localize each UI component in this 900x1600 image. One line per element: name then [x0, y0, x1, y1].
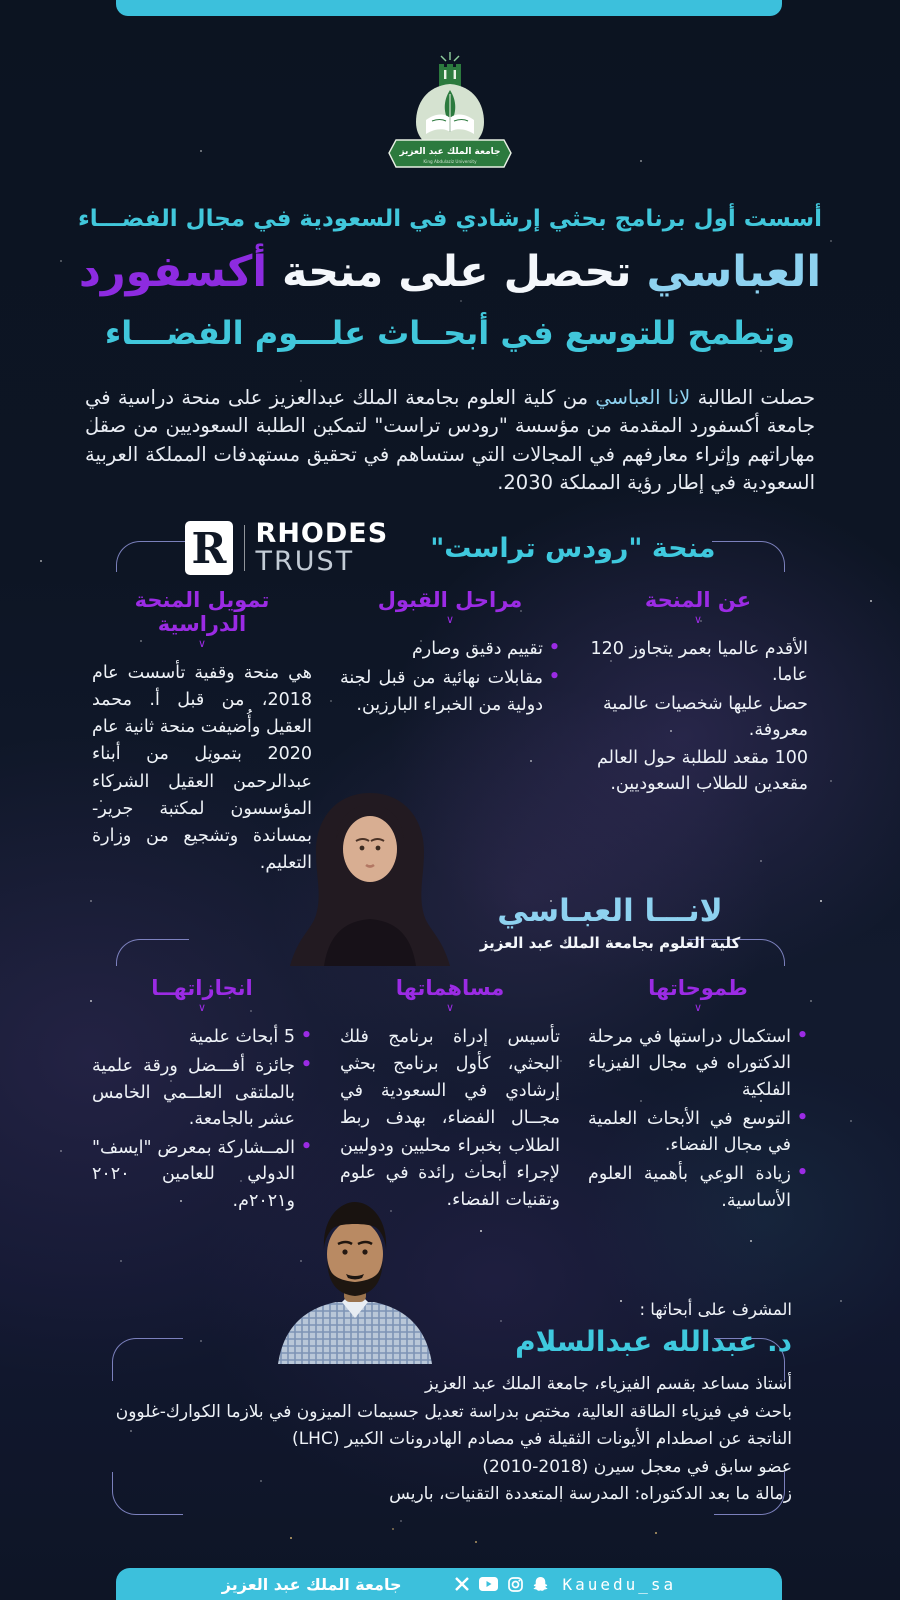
footer-social-handle[interactable]: Kauedu_sa	[562, 1574, 677, 1594]
column-text-line: حصل عليها شخصيات عالمية معروفة.	[603, 693, 808, 740]
intro-text-after: من كلية العلوم بجامعة الملك عبدالعزيز على منحة دراسية في جامعة أكسفورد المقدمة من مؤسسة "رودس تراست" لتمكين الطلبة السعوديين من صقل مهاراتهم وإثراء معارفهم في المجالات التي ستساهم في تحقيق مستهدفات المملكة العربية السعودية في إطار رؤية المملكة 2030.	[85, 386, 815, 494]
rhodes-section-header	[0, 512, 900, 584]
footer-bar	[116, 1568, 782, 1600]
rhodes-trust-logo	[185, 517, 389, 577]
kau-logo-subtext: King Abdulaziz University	[423, 159, 477, 164]
lana-name: لانـــا العبـاسي	[497, 893, 723, 929]
youtube-icon[interactable]	[479, 1577, 498, 1591]
chevron-down-icon: ∨	[197, 1001, 207, 1014]
column-title: انجازاتهــا	[151, 976, 253, 1000]
bullet-item: • زيادة الوعي بأهمية العلوم الأساسية.	[588, 1161, 808, 1214]
headline-middle-text: تحصل على منحة	[267, 247, 647, 297]
footer-social-icons	[455, 1576, 548, 1592]
bullet-item: • مقابلات نهائية من قبل لجنة دولية من الخبراء البارزين.	[340, 665, 560, 718]
trust-word: TRUST	[255, 546, 355, 577]
supervisor-bio-line: أستاذ مساعد بقسم الفيزياء، جامعة الملك عبد العزيز	[425, 1374, 792, 1394]
supervisor-bio-line: الناتجة عن اصطدام الأيونات الثقيلة في مصادم الهادرونات الكبير (LHC)	[292, 1429, 792, 1450]
headline-top-line: أسست أول برنامج بحثي إرشادي في السعودية في مجال الفضـــاء	[77, 206, 823, 232]
bullet-item: • 5 أبحاث علمية	[92, 1024, 312, 1050]
supervisor-bio-line: عضو سابق في معجل سيرن (2018-2010)	[482, 1456, 792, 1477]
chevron-down-icon: ∨	[197, 637, 207, 650]
star-field-dim	[0, 0, 2, 2]
corner-bracket-lana-left	[116, 939, 189, 966]
intro-text-before: حصلت الطالبة	[690, 386, 815, 409]
column-paragraph: هي منحة وقفية تأسست عام 2018، من قبل أ. محمد العقيل وأُضيفت منحة ثانية عام 2020 بتمويل من أبناء عبدالرحمن العقيل الشركاء المؤسسون لمكتبة جرير- بمساندة وتشجيع من وزارة التعليم.	[92, 663, 312, 873]
column-title: عن المنحة	[644, 588, 752, 612]
star-field-gold	[0, 0, 2, 2]
column-text-line: 100 مقعد للطلبة حول العالم مقعدين للطلاب السعوديين.	[597, 748, 808, 795]
rhodes-section-title: منحة "رودس تراست"	[430, 532, 716, 564]
headline-main-line	[0, 247, 900, 297]
top-accent-bar	[116, 0, 782, 16]
headline-oxford-highlight: أكسفورد	[78, 247, 268, 297]
kau-logo-banner-text: جامعة الملك عبد العزيز	[399, 147, 501, 157]
supervisor-label: المشرف على أبحاثها :	[639, 1300, 792, 1319]
chevron-down-icon: ∨	[445, 1001, 455, 1014]
bullet-item: • تقييم دقيق وصارم	[340, 636, 560, 662]
supervisor-name: د. عبدالله عبدالسلام	[515, 1325, 792, 1358]
star-field-bright	[0, 0, 2, 2]
column-title: تمويل المنحة الدراسية	[134, 588, 270, 636]
rhodes-logo-divider	[244, 525, 245, 571]
bullet-item: • جائزة أفـــضل ورقة علمية بالملتقى العلــمي الخامس عشر بالجامعة.	[92, 1053, 312, 1132]
rhodes-r-mark	[185, 521, 233, 575]
chevron-down-icon: ∨	[445, 613, 455, 626]
snapchat-icon[interactable]	[533, 1576, 548, 1592]
column-about-grant	[588, 588, 808, 877]
lana-name-block	[430, 893, 790, 952]
intro-student-name: لانا العباسي	[595, 386, 691, 409]
instagram-icon[interactable]	[508, 1577, 523, 1592]
lana-college: كلية العلوم بجامعة الملك عبد العزيز	[479, 934, 741, 952]
headline-block	[0, 206, 900, 352]
kau-logo-graphic	[382, 50, 518, 174]
bullet-item: • استكمال دراستها في مرحلة الدكتوراه في مجال الفيزياء الفلكية	[588, 1024, 808, 1103]
supervisor-section	[95, 1300, 792, 1509]
chevron-down-icon: ∨	[693, 613, 703, 626]
kau-university-logo	[382, 50, 518, 178]
supervisor-bio-line: زمالة ما بعد الدكتوراه: المدرسة المتعددة التقنيات، باريس	[389, 1484, 792, 1505]
column-ambitions	[588, 976, 808, 1217]
column-achievements	[92, 976, 312, 1217]
column-text-line: الأقدم عالميا بعمر يتجاوز 120 عاما.	[590, 639, 808, 686]
footer-university-name: جامعة الملك عبد العزيز	[221, 1574, 402, 1594]
rhodes-logo-wordmark	[255, 517, 389, 577]
supervisor-bio	[95, 1371, 792, 1509]
chevron-down-icon: ∨	[693, 1001, 703, 1014]
column-contributions	[340, 976, 560, 1217]
supervisor-bio-line: باحث في فيزياء الطاقة العالية، مختص بدراسة تعديل جسيمات الميزون في بلازما الكوارك-غلوون	[115, 1401, 792, 1422]
intro-paragraph	[85, 384, 815, 497]
column-paragraph: تأسيس إدراة برنامج فلك البحثي، كأول برنامج بحثي إرشادي في السعودية في مجــال الفضاء، بهدف ربط الطلاب بخبراء محليين ودوليين لإجراء أبحاث رائدة في علوم وتقنيات الفضاء.	[340, 1027, 560, 1210]
lana-columns	[92, 976, 808, 1217]
column-title: طموحاتها	[648, 976, 748, 1000]
headline-bottom-line: وتطمح للتوسع في أبحــاث علـــوم الفضـــاء	[104, 314, 796, 352]
column-title: مراحل القبول	[377, 588, 523, 612]
svg-text:R: R	[191, 524, 226, 573]
x-icon[interactable]	[455, 1577, 469, 1591]
bullet-item: • التوسع في الأبحاث العلمية في مجال الفضاء.	[588, 1106, 808, 1159]
bullet-item: • المــشاركة بمعرض "ايسف" الدولي للعامين ٢٠٢٠ و٢٠٢١م.	[92, 1135, 312, 1214]
column-title: مساهماتها	[395, 976, 505, 1000]
rhodes-word: RHODES	[255, 517, 389, 549]
headline-surname: العباسي	[646, 247, 822, 297]
